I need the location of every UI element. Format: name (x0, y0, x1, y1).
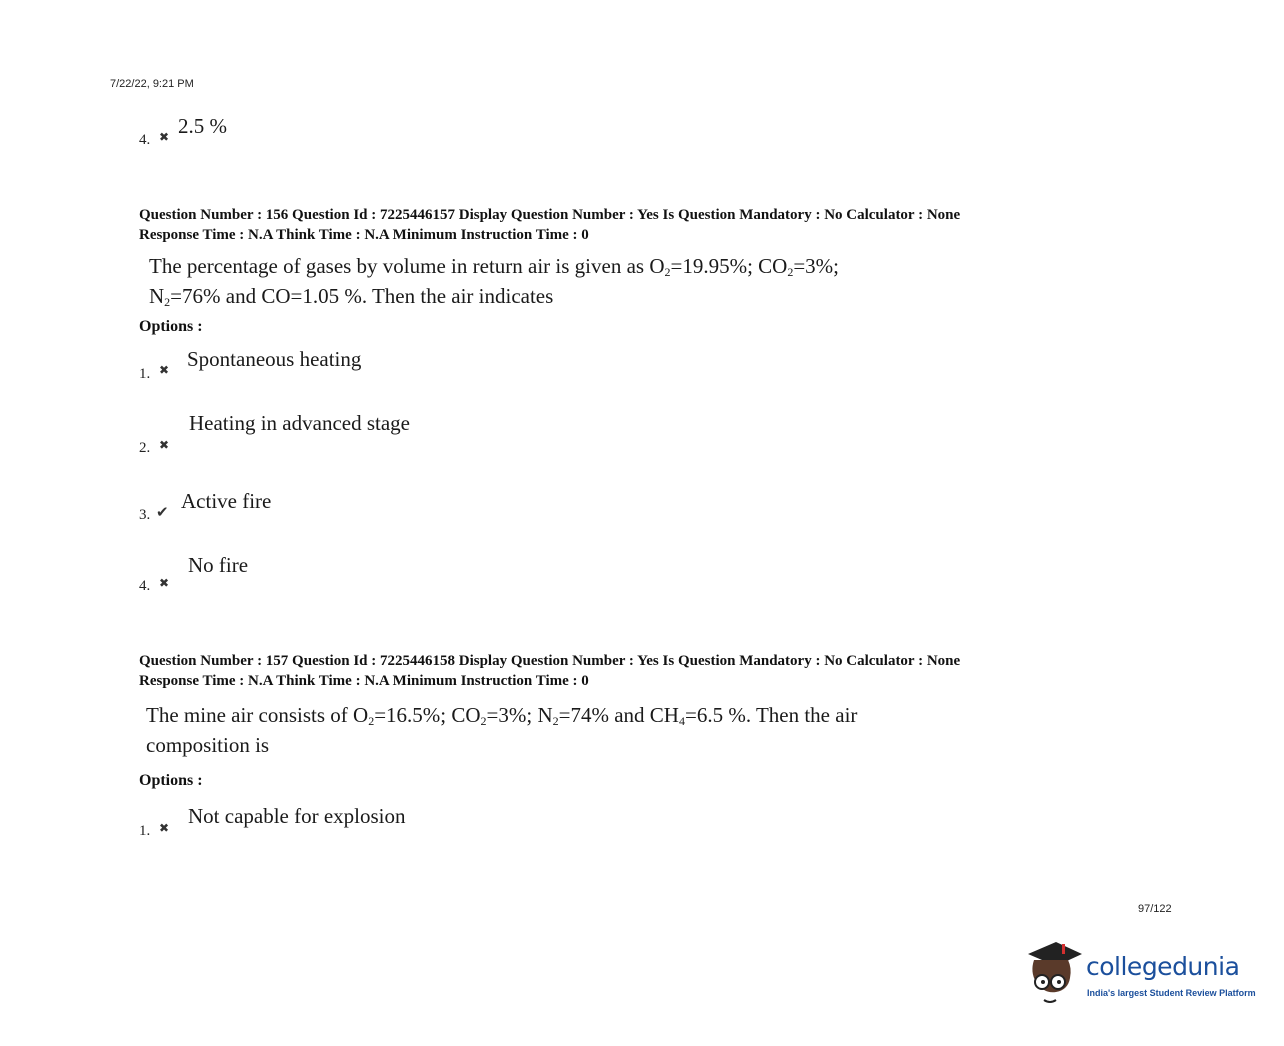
print-timestamp: 7/22/22, 9:21 PM (110, 78, 194, 90)
option-number: 1. (139, 823, 151, 839)
question-meta-line: Question Number : 156 Question Id : 7225446157 Display Question Number : Yes Is Question Mandatory : No Calculator : None (139, 207, 961, 223)
question-meta-line: Question Number : 157 Question Id : 7225446158 Display Question Number : Yes Is Question Mandatory : No Calculator : None (139, 653, 961, 669)
option-text: 2.5 % (178, 114, 227, 138)
option-text: Active fire (181, 489, 272, 513)
option-text: Spontaneous heating (187, 347, 362, 371)
option-number: 1. (139, 366, 151, 382)
question-text-line: $N_2=76\%$ and CO=1.05 %. Then the air indicates (149, 284, 554, 309)
option-text: Heating in advanced stage (189, 411, 410, 435)
page-number: 97/122 (1138, 903, 1172, 915)
option-number: 2. (139, 440, 151, 456)
option-number: 3. (139, 507, 151, 523)
checkmark-icon: ✔ (156, 503, 169, 521)
option-text: Not capable for explosion (188, 804, 406, 828)
option-number: 4. (139, 578, 151, 594)
cross-icon: ✖ (159, 821, 170, 835)
option-number: 4. (139, 132, 151, 148)
option-text: No fire (188, 553, 249, 577)
question-text-line: The percentage of gases by volume in return air is given as $O_2=19.95\%$; $CO_2=3\%$; (149, 254, 840, 279)
mascot-icon (1022, 938, 1086, 1008)
cross-icon: ✖ (159, 130, 170, 144)
cross-icon: ✖ (159, 576, 170, 590)
question-meta-line: Response Time : N.A Think Time : N.A Minimum Instruction Time : 0 (139, 227, 589, 243)
brand-tagline: India's largest Student Review Platform (1087, 988, 1256, 998)
cross-icon: ✖ (159, 438, 170, 452)
question-meta-line: Response Time : N.A Think Time : N.A Minimum Instruction Time : 0 (139, 673, 589, 689)
options-label: Options : (139, 772, 203, 789)
brand-logo-text: collegedunia (1086, 952, 1240, 981)
options-label: Options : (139, 318, 203, 335)
question-text-line: The mine air consists of $O_2=16.5\%$; $CO_2=3\%$; $N_2=74\%$ and $CH_4=6.5$ %. Then the air (146, 703, 858, 728)
question-text (146, 700, 857, 760)
cross-icon: ✖ (159, 363, 170, 377)
question-text-line: composition is (146, 733, 270, 757)
question-text (149, 251, 839, 311)
